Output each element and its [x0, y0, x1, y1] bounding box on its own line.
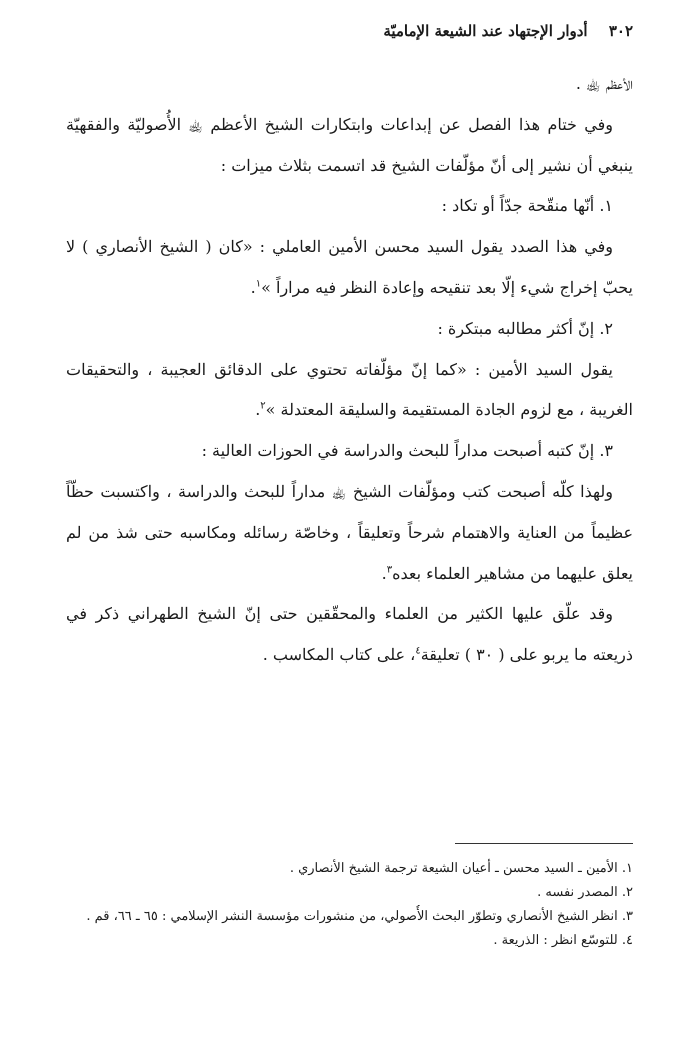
paragraph-tail: ، على كتاب المكاسب .: [262, 645, 416, 665]
footnote-item: ٤. للتوسّع انظر : الذريعة .: [493, 933, 633, 948]
paragraph: [66, 105, 633, 187]
paragraph: [66, 350, 633, 432]
footnote-ref[interactable]: ٣: [386, 564, 393, 576]
paragraph-text: وقد علّق عليها الكثير من العلماء والمحقّقين حتى إنّ الشيخ الطهراني ذكر في ذريعته ما يربو على ( ٣٠ ) تعليقة: [66, 604, 633, 665]
paragraph: [66, 431, 633, 472]
paragraph-tail: .: [381, 563, 387, 583]
paragraph-text: ١. أنّها منقّحة جدّاً أو تكاد :: [441, 196, 613, 216]
body-text: [66, 64, 633, 676]
footnote-item: ١. الأمين ـ السيد محسن ـ أعيان الشيعة ترجمة الشيخ الأنصاري .: [289, 861, 633, 876]
paragraph-text: ولهذا كلّه أصبحت كتب ومؤلّفات الشيخ ﵀ مداراً للبحث والدراسة ، واكتسبت حظّاً عظيماً من العناية والاهتمام شرحاً وتعليقاً ، وخاصّة رسائله ومكاسبه حتى شذ من لم يعلق عليهما من مشاهير العلماء بعده: [66, 481, 633, 583]
paragraph-text: ٢. إنّ أكثر مطالبه مبتكرة :: [437, 318, 613, 338]
page-number: ٣٠٢: [608, 22, 633, 40]
footnote-ref[interactable]: ٤: [415, 645, 421, 657]
paragraph-text: الأعظم ﵀ .: [575, 74, 633, 93]
paragraph: [66, 64, 633, 105]
footnote-divider: [455, 843, 633, 844]
paragraph-text: وفي هذا الصدد يقول السيد محسن الأمين العاملي : «كان ( الشيخ الأنصاري ) لا يحبّ إخراج شيء إلّا بعد تنقيحه وإعادة النظر فيه مراراً »: [66, 237, 633, 297]
paragraph: [66, 594, 633, 676]
paragraph-tail: .: [255, 400, 261, 420]
paragraph-text: يقول السيد الأمين : «كما إنّ مؤلّفاته تحتوي على الدقائق العجيبة ، والتحقيقات الغريبة ، مع لزوم الجادة المستقيمة والسليقة المعتدلة »: [66, 359, 633, 420]
paragraph-text: وفي ختام هذا الفصل عن إبداعات وابتكارات الشيخ الأعظم ﵀ الأُصوليّة والفقهيّة ينبغي أن نشير إلى أنّ مؤلّفات الشيخ قد اتسمت بثلاث ميزات :: [66, 114, 633, 175]
footnote-ref[interactable]: ١: [255, 278, 262, 290]
page-header: [66, 18, 633, 44]
footnote-item: ٣. انظر الشيخ الأنصاري وتطوّر البحث الأُصولي، من منشورات مؤسسة النشر الإسلامي : ٦٥ ـ ٦٦، قم .: [86, 909, 633, 924]
running-title: أدوار الإجتهاد عند الشيعة الإماميّة: [383, 22, 588, 40]
paragraph: [66, 186, 633, 227]
paragraph-text: ٣. إنّ كتبه أصبحت مداراً للبحث والدراسة في الحوزات العالية :: [201, 441, 613, 461]
paragraph: [66, 472, 633, 594]
paragraph: [66, 227, 633, 309]
paragraph-tail: .: [250, 277, 256, 297]
footnotes: [66, 857, 633, 953]
footnote-ref[interactable]: ٢: [260, 401, 266, 413]
paragraph: [66, 309, 633, 350]
footnote-item: ٢. المصدر نفسه .: [537, 885, 633, 900]
